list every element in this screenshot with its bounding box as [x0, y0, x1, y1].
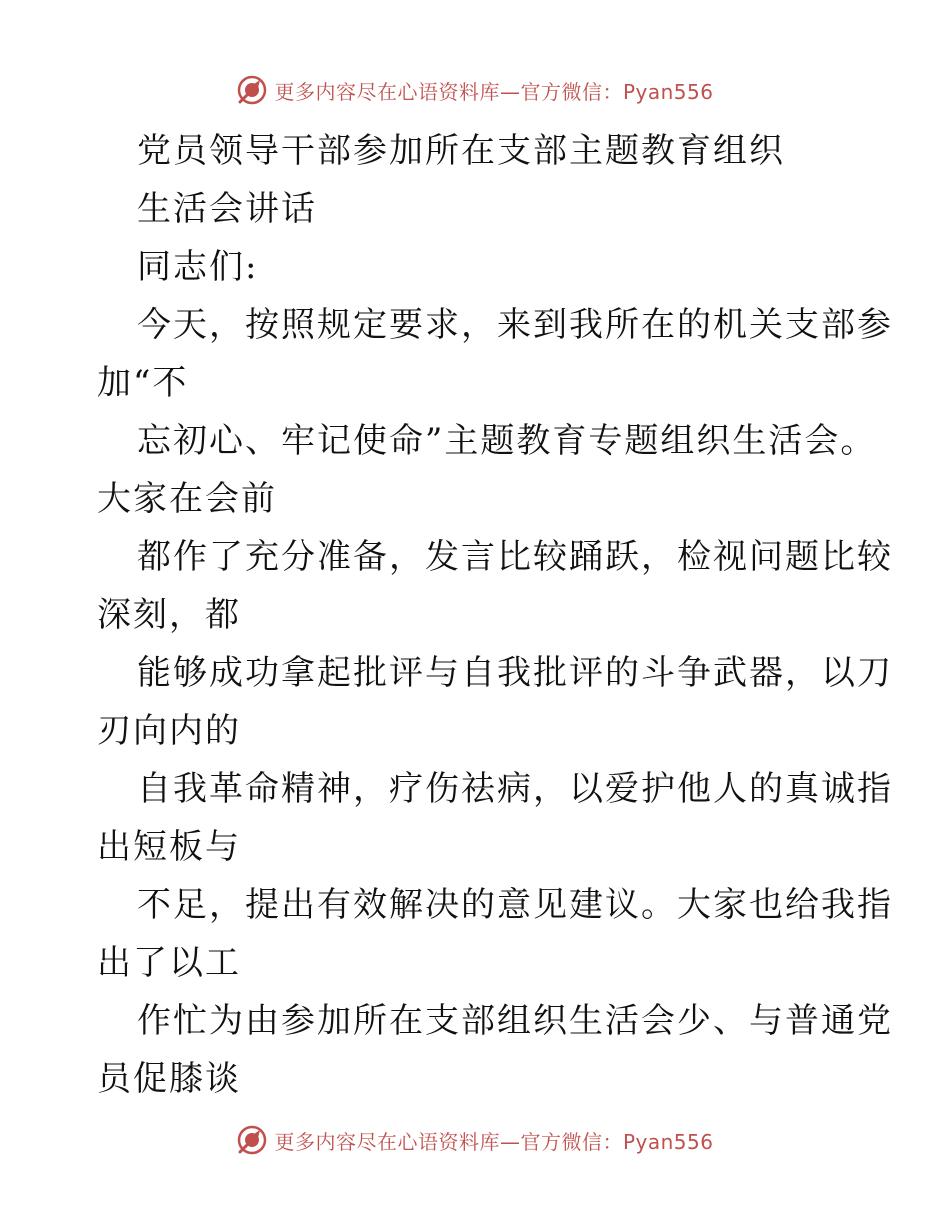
header-watermark — [0, 70, 950, 110]
paragraph-line: 出了以工 — [97, 943, 241, 983]
paragraph-line: 今天，按照规定要求，来到我所在的机关支部参 — [137, 305, 893, 345]
paragraph-line: 作忙为由参加所在支部组织生活会少、与普通党 — [137, 1001, 893, 1041]
paragraph-line: 员促膝谈 — [97, 1059, 241, 1099]
paragraph-line: 出短板与 — [97, 827, 241, 867]
paragraph-line: 都作了充分准备，发言比较踊跃，检视问题比较 — [137, 537, 893, 577]
pen-logo-icon — [236, 74, 268, 106]
watermark-text: 更多内容尽在心语资料库—官方微信：Pyan556 — [274, 79, 714, 104]
watermark-text: 更多内容尽在心语资料库—官方微信：Pyan556 — [274, 1129, 714, 1154]
document-body — [97, 122, 893, 1108]
paragraph-line: 加“不 — [97, 363, 189, 403]
paragraph-line: 大家在会前 — [97, 479, 277, 519]
title-line-1: 党员领导干部参加所在支部主题教育组织 — [137, 131, 785, 171]
paragraph-line: 忘初心、牢记使命”主题教育专题组织生活会。 — [137, 421, 877, 461]
paragraph-line: 自我革命精神，疗伤祛病，以爱护他人的真诚指 — [137, 769, 893, 809]
title-line-2: 生活会讲话 — [137, 189, 317, 229]
paragraph-line: 能够成功拿起批评与自我批评的斗争武器，以刀 — [137, 653, 893, 693]
salutation: 同志们: — [137, 247, 259, 287]
pen-logo-icon — [236, 1124, 268, 1156]
paragraph-line: 深刻，都 — [97, 595, 241, 635]
paragraph-line: 不足，提出有效解决的意见建议。大家也给我指 — [137, 885, 893, 925]
paragraph-line: 刃向内的 — [97, 711, 241, 751]
footer-watermark — [0, 1120, 950, 1160]
